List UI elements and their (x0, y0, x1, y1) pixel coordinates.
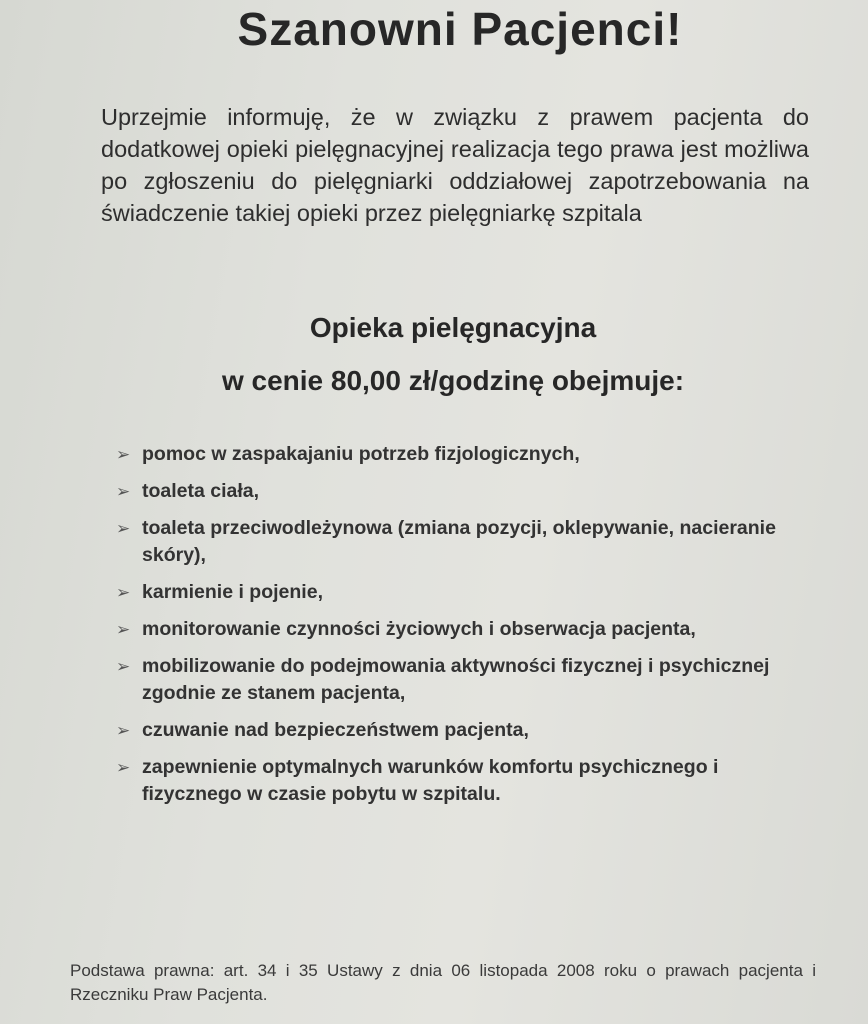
list-item (114, 515, 814, 569)
notice-title: Szanowni Pacjenci! (237, 3, 683, 55)
list-item (114, 717, 814, 744)
list-item (114, 653, 814, 707)
arrow-bullet-icon: ➢ (116, 482, 131, 501)
list-item-text: mobilizowanie do podejmowania aktywności fizycznej i psychicznej zgodnie ze stanem pacjenta, (142, 655, 770, 704)
arrow-bullet-icon: ➢ (116, 445, 131, 464)
list-item (114, 478, 814, 505)
list-item-text: zapewnienie optymalnych warunków komfortu psychicznego i fizycznego w czasie pobytu w szpitalu. (142, 756, 719, 805)
list-item-text: czuwanie nad bezpieczeństwem pacjenta, (142, 719, 529, 741)
list-item-text: monitorowanie czynności życiowych i obserwacja pacjenta, (142, 618, 696, 640)
subtitle-care: Opieka pielęgnacyjna (309, 312, 597, 343)
intro-paragraph: Uprzejmie informuję, że w związku z prawem pacjenta do dodatkowej opieki pielęgnacyjnej realizacja tego prawa jest możliwa po zgłoszeniu do pielęgniarki oddziałowej zapotrzebowania na świadczenie takiej opieki przez pielęgniarkę szpitala (101, 104, 809, 226)
arrow-bullet-icon: ➢ (116, 519, 131, 538)
legal-basis: Podstawa prawna: art. 34 i 35 Ustawy z dnia 06 listopada 2008 roku o prawach pacjenta i Rzeczniku Praw Pacjenta. (70, 961, 816, 1004)
list-item (114, 754, 814, 808)
services-list (114, 441, 814, 818)
arrow-bullet-icon: ➢ (116, 758, 131, 777)
arrow-bullet-icon: ➢ (116, 721, 131, 740)
list-item (114, 616, 814, 643)
list-item-text: pomoc w zaspakajaniu potrzeb fizjologicznych, (142, 443, 580, 465)
list-item-text: toaleta ciała, (142, 480, 260, 502)
subtitle-price: w cenie 80,00 zł/godzinę obejmuje: (221, 365, 685, 396)
arrow-bullet-icon: ➢ (116, 583, 131, 602)
list-item (114, 441, 814, 468)
list-item-text: karmienie i pojenie, (142, 581, 323, 603)
list-item (114, 579, 814, 606)
arrow-bullet-icon: ➢ (116, 657, 131, 676)
arrow-bullet-icon: ➢ (116, 620, 131, 639)
list-item-text: toaleta przeciwodleżynowa (zmiana pozycji, oklepywanie, nacieranie skóry), (142, 517, 776, 566)
